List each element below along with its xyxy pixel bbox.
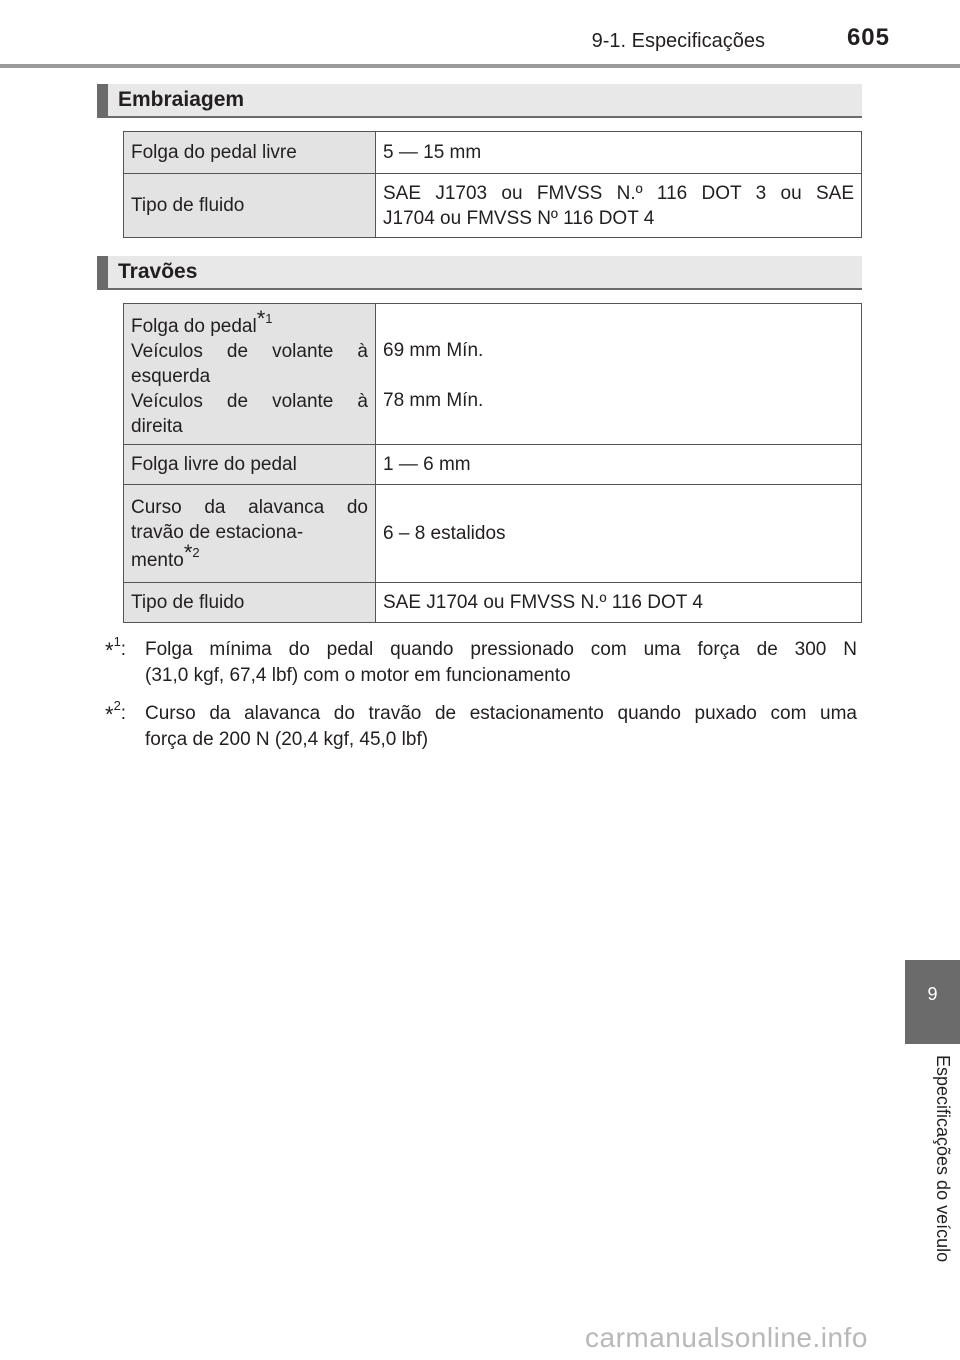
section-heading-clutch — [97, 84, 862, 118]
row-value: 6 – 8 estalidos — [376, 485, 862, 583]
value-line: 78 mm Mín. — [383, 390, 484, 411]
value-line: 69 mm Mín. — [383, 340, 484, 361]
chapter-tab[interactable] — [905, 960, 960, 1044]
label-line: Veículos de volante à — [131, 390, 368, 412]
label-line: esquerda — [131, 365, 211, 387]
row-label: Tipo de fluido — [124, 583, 376, 623]
clutch-spec-table — [123, 131, 862, 238]
label-text: Folga do pedal — [131, 315, 257, 337]
footnote — [105, 634, 857, 689]
asterisk-icon: * — [105, 702, 114, 727]
asterisk-icon: * — [183, 539, 193, 565]
watermark: carmanualsonline.info — [585, 1322, 868, 1353]
footnote-text — [145, 637, 857, 689]
row-value: 1 — 6 mm — [376, 445, 862, 485]
value-line: J1704 ou FMVSS Nº 116 DOT 4 — [383, 207, 655, 229]
footnote-mark-number: 2 — [113, 698, 121, 713]
section-heading-text: Embraiagem — [118, 88, 245, 111]
table-row — [124, 485, 862, 583]
header-rule — [0, 64, 960, 68]
footnote-line: (31,0 kgf, 67,4 lbf) com o motor em funcionamento — [145, 665, 571, 686]
row-label — [124, 485, 376, 583]
section-heading-text: Travões — [118, 260, 198, 283]
footnote-mark: *$^2$: — [105, 698, 127, 727]
table-row — [124, 445, 862, 485]
footnote-line: Curso da alavanca do travão de estacionamento quando puxado com uma — [145, 703, 857, 724]
table-row — [124, 304, 862, 445]
footnote — [105, 698, 857, 753]
row-label: Folga do pedal livre — [124, 132, 376, 174]
row-value: SAE J1704 ou FMVSS N.º 116 DOT 4 — [376, 583, 862, 623]
row-value: 5 — 15 mm — [376, 132, 862, 174]
value-line: SAE J1703 ou FMVSS N.º 116 DOT 3 ou SAE — [383, 182, 854, 204]
label-line: Curso da alavanca do — [131, 496, 368, 518]
brakes-spec-table — [123, 303, 862, 623]
footnote-mark-number: 1 — [113, 634, 121, 649]
footnote-text — [145, 701, 857, 753]
label-line: direita — [131, 415, 183, 437]
row-label: Tipo de fluido — [124, 174, 376, 238]
asterisk-icon: * — [105, 638, 114, 663]
row-value — [376, 304, 862, 445]
footnote-line: Folga mínima do pedal quando pressionado com uma força de 300 N — [145, 639, 857, 660]
row-label — [124, 304, 376, 445]
row-value — [376, 174, 862, 238]
footnote-mark: *$^1$: — [105, 634, 127, 663]
asterisk-icon: * — [256, 305, 266, 331]
chapter-number: 9 — [927, 984, 938, 1004]
footnote-ref-number: 2 — [192, 544, 200, 560]
table-row — [124, 174, 862, 238]
footnote-ref — [256, 305, 273, 331]
footnote-ref — [183, 539, 200, 565]
header-section-title: 9-1. Especificações — [591, 30, 765, 52]
label-line: travão de estaciona- — [131, 521, 304, 543]
table-row — [124, 583, 862, 623]
label-text: mento — [131, 549, 184, 571]
label-line — [131, 305, 368, 339]
table-row — [124, 132, 862, 174]
page-number: 605 — [846, 24, 890, 51]
footnote-ref-number: 1 — [265, 310, 273, 326]
label-line — [131, 539, 368, 573]
section-heading-brakes — [97, 256, 862, 290]
row-label: Folga livre do pedal — [124, 445, 376, 485]
footnote-line: força de 200 N (20,4 kgf, 45,0 lbf) — [145, 729, 429, 750]
label-line: Veículos de volante à — [131, 340, 368, 362]
chapter-label: Especificações do veículo — [933, 1055, 953, 1263]
